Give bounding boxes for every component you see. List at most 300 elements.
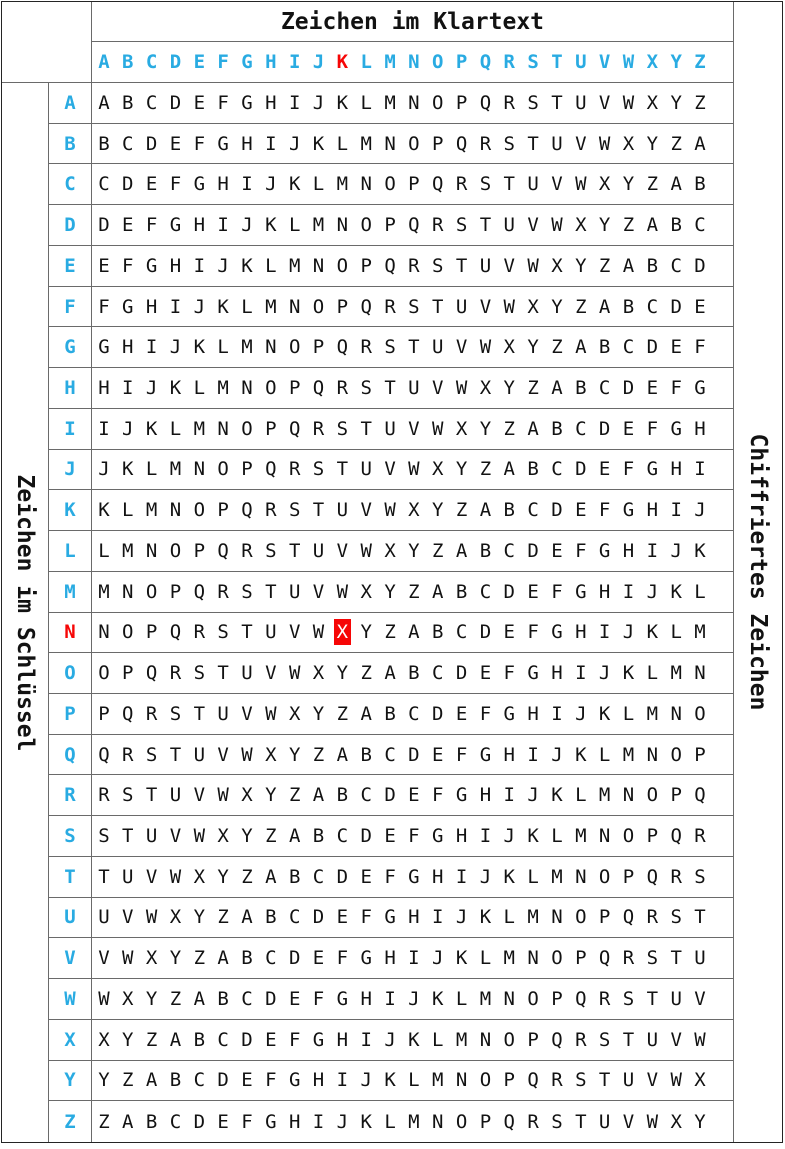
- grid-cell: G: [336, 987, 349, 1010]
- grid-cell: L: [241, 295, 253, 318]
- grid-cell: G: [193, 173, 206, 196]
- grid-cell: P: [455, 91, 468, 114]
- grid-cell: H: [360, 987, 372, 1010]
- grid-cell: B: [575, 376, 587, 399]
- grid-cell: B: [241, 947, 253, 970]
- grid-cell: D: [622, 376, 635, 399]
- grid-cell: E: [551, 539, 563, 562]
- key-letter-O: O: [49, 653, 92, 694]
- grid-cell: F: [455, 743, 468, 766]
- grid-cell: V: [288, 621, 301, 644]
- grid-cell: A: [408, 621, 420, 644]
- grid-cell: H: [193, 214, 206, 237]
- grid-cell: D: [169, 91, 182, 114]
- grid-cell: P: [98, 702, 110, 725]
- grid-cell: N: [288, 295, 301, 318]
- grid-cell: C: [217, 1028, 229, 1051]
- grid-cell: Q: [527, 1069, 539, 1092]
- grid-cell: I: [312, 1110, 325, 1133]
- cipher-axis-label-text: Chiffriertes Zeichen: [745, 433, 771, 711]
- grid-cell: S: [527, 91, 539, 114]
- grid-cell: Q: [384, 254, 396, 277]
- grid-cell: P: [646, 825, 659, 847]
- grid-cell: A: [312, 784, 325, 807]
- grid-cell: T: [265, 580, 277, 603]
- grid-cell: H: [622, 539, 635, 562]
- grid-cell: Y: [646, 132, 659, 155]
- plaintext-letter-K: K: [336, 51, 349, 73]
- cipher-row-A: [92, 83, 734, 124]
- grid-cell: P: [503, 1069, 515, 1092]
- grid-cell: B: [336, 784, 349, 807]
- grid-cell: M: [455, 1028, 468, 1051]
- grid-cell: C: [479, 580, 492, 603]
- grid-cell: S: [622, 987, 635, 1010]
- grid-cell: V: [479, 295, 492, 318]
- grid-cell: M: [122, 539, 134, 562]
- grid-cell: G: [694, 376, 706, 399]
- grid-cell: N: [193, 458, 206, 481]
- grid-cell: G: [288, 1069, 301, 1092]
- grid-cell: S: [193, 662, 206, 685]
- grid-cell: T: [527, 132, 539, 155]
- grid-cell: L: [455, 987, 468, 1010]
- grid-cell: V: [455, 336, 468, 359]
- cipher-row-U: [92, 898, 734, 939]
- grid-cell: X: [670, 1110, 682, 1133]
- grid-cell: G: [670, 417, 682, 440]
- grid-cell: B: [265, 906, 277, 929]
- grid-cell: S: [241, 580, 253, 603]
- plaintext-letter-E: E: [193, 51, 206, 73]
- grid-cell: N: [527, 947, 539, 970]
- grid-cell: C: [455, 621, 468, 644]
- grid-cell: Q: [622, 906, 635, 929]
- grid-cell: H: [432, 865, 444, 888]
- grid-cell: K: [432, 987, 444, 1010]
- grid-cell: J: [384, 1028, 396, 1051]
- grid-cell: Y: [551, 295, 563, 318]
- grid-cell: F: [169, 173, 182, 196]
- grid-cell: F: [646, 417, 659, 440]
- grid-cell: D: [479, 621, 492, 644]
- grid-cell: S: [122, 784, 134, 807]
- grid-cell: I: [503, 784, 515, 807]
- grid-cell: M: [336, 173, 349, 196]
- grid-cell: N: [98, 621, 110, 644]
- grid-cell: O: [265, 376, 277, 399]
- grid-cell: A: [169, 1028, 182, 1051]
- grid-cell: Z: [694, 91, 706, 114]
- grid-cell: Y: [622, 173, 635, 196]
- grid-cell: F: [122, 254, 134, 277]
- grid-cell: Z: [646, 173, 659, 196]
- cipher-row-B: [92, 124, 734, 165]
- grid-cell: O: [503, 1028, 515, 1051]
- grid-cell: C: [98, 173, 110, 196]
- grid-cell: J: [670, 539, 682, 562]
- grid-cell: B: [503, 499, 515, 522]
- grid-cell: C: [384, 743, 396, 766]
- grid-cell: X: [360, 580, 372, 603]
- grid-cell: J: [98, 458, 110, 481]
- grid-cell: U: [694, 947, 706, 970]
- grid-cell: L: [312, 173, 325, 196]
- grid-cell: C: [336, 825, 349, 847]
- grid-cell: P: [670, 784, 682, 807]
- grid-cell: O: [575, 906, 587, 929]
- grid-cell: F: [360, 906, 372, 929]
- grid-cell: Q: [288, 417, 301, 440]
- grid-cell: K: [646, 621, 659, 644]
- grid-cell: Y: [360, 621, 372, 644]
- grid-cell: E: [455, 702, 468, 725]
- grid-cell: S: [217, 621, 229, 644]
- grid-cell: V: [98, 947, 110, 970]
- grid-cell: D: [98, 214, 110, 237]
- grid-cell: U: [360, 458, 372, 481]
- plaintext-letter-Q: Q: [479, 51, 492, 73]
- grid-cell: J: [145, 376, 158, 399]
- grid-cell: A: [479, 499, 492, 522]
- grid-cell: X: [122, 987, 134, 1010]
- grid-cell: Q: [360, 295, 372, 318]
- grid-cell: S: [670, 906, 682, 929]
- grid-cell: B: [622, 295, 635, 318]
- grid-cell: U: [122, 865, 134, 888]
- grid-cell: V: [360, 499, 372, 522]
- grid-cell: Y: [122, 1028, 134, 1051]
- grid-cell: N: [241, 376, 253, 399]
- grid-cell: B: [551, 417, 563, 440]
- grid-cell: A: [551, 376, 563, 399]
- grid-cell: P: [288, 376, 301, 399]
- grid-cell: Y: [193, 906, 206, 929]
- grid-cell: Q: [670, 825, 682, 847]
- grid-cell: L: [694, 580, 706, 603]
- grid-cell: M: [527, 906, 539, 929]
- cipher-row-V: [92, 938, 734, 979]
- plaintext-letter-F: F: [217, 51, 229, 73]
- grid-cell: E: [622, 417, 635, 440]
- grid-cell: Z: [145, 1028, 158, 1051]
- grid-cell: N: [217, 417, 229, 440]
- grid-cell: I: [527, 743, 539, 766]
- grid-cell: D: [336, 865, 349, 888]
- plaintext-letter-M: M: [384, 51, 396, 73]
- grid-cell: C: [575, 417, 587, 440]
- grid-cell: C: [694, 214, 706, 237]
- grid-cell: Q: [694, 784, 706, 807]
- grid-cell: K: [408, 1028, 420, 1051]
- grid-cell: F: [551, 580, 563, 603]
- key-letter-M: M: [49, 572, 92, 613]
- grid-cell: U: [598, 1110, 611, 1133]
- grid-cell: V: [408, 417, 420, 440]
- grid-cell: G: [145, 254, 158, 277]
- grid-cell: A: [360, 702, 372, 725]
- grid-cell: K: [527, 825, 539, 847]
- grid-cell: M: [622, 743, 635, 766]
- grid-cell: E: [98, 254, 110, 277]
- grid-cell: U: [551, 132, 563, 155]
- grid-cell: T: [312, 499, 325, 522]
- grid-cell: Z: [551, 336, 563, 359]
- grid-cell: C: [145, 91, 158, 114]
- grid-cell: M: [670, 662, 682, 685]
- grid-cell: I: [169, 295, 182, 318]
- grid-cell: P: [241, 458, 253, 481]
- grid-cell: F: [527, 621, 539, 644]
- grid-cell: L: [622, 702, 635, 725]
- key-letter-Y: Y: [49, 1061, 92, 1102]
- grid-cell: Z: [98, 1110, 110, 1133]
- grid-cell: D: [312, 906, 325, 929]
- grid-cell: R: [575, 1028, 587, 1051]
- grid-cell: H: [646, 499, 659, 522]
- grid-cell: L: [336, 132, 349, 155]
- grid-cell: W: [503, 295, 515, 318]
- grid-cell: Z: [265, 825, 277, 847]
- grid-cell: N: [336, 214, 349, 237]
- grid-cell: R: [241, 539, 253, 562]
- grid-cell: O: [622, 825, 635, 847]
- grid-cell: X: [527, 295, 539, 318]
- grid-cell: W: [479, 336, 492, 359]
- grid-cell: J: [479, 865, 492, 888]
- grid-cell: X: [646, 91, 659, 114]
- grid-cell: L: [670, 621, 682, 644]
- grid-cell: J: [503, 825, 515, 847]
- grid-cell: O: [670, 743, 682, 766]
- grid-cell: Z: [193, 947, 206, 970]
- grid-cell: A: [455, 539, 468, 562]
- grid-cell: D: [646, 336, 659, 359]
- grid-cell: U: [288, 580, 301, 603]
- plaintext-letter-L: L: [360, 51, 372, 73]
- cipher-row-M: [92, 572, 734, 613]
- grid-cell: L: [527, 865, 539, 888]
- grid-cell: M: [312, 214, 325, 237]
- grid-cell: R: [98, 784, 110, 807]
- grid-cell: A: [288, 825, 301, 847]
- plaintext-letter-C: C: [145, 51, 158, 73]
- grid-cell: S: [98, 825, 110, 847]
- grid-cell: M: [241, 336, 253, 359]
- grid-cell: H: [217, 173, 229, 196]
- key-letter-D: D: [49, 205, 92, 246]
- grid-cell: V: [145, 865, 158, 888]
- grid-cell: E: [598, 458, 611, 481]
- grid-cell: D: [503, 580, 515, 603]
- grid-cell: N: [598, 825, 611, 847]
- grid-cell: R: [193, 621, 206, 644]
- grid-cell: M: [598, 784, 611, 807]
- grid-cell: X: [598, 173, 611, 196]
- grid-cell: O: [384, 173, 396, 196]
- cipher-row-W: [92, 979, 734, 1020]
- grid-cell: V: [241, 702, 253, 725]
- grid-cell: W: [288, 662, 301, 685]
- grid-cell: B: [598, 336, 611, 359]
- grid-cell: X: [265, 743, 277, 766]
- grid-cell: P: [694, 743, 706, 766]
- grid-cell: R: [336, 376, 349, 399]
- grid-cell: V: [193, 784, 206, 807]
- plaintext-letter-J: J: [312, 51, 325, 73]
- grid-cell: M: [408, 1110, 420, 1133]
- grid-cell: H: [241, 132, 253, 155]
- grid-cell: W: [455, 376, 468, 399]
- grid-cell: W: [336, 580, 349, 603]
- grid-cell: V: [432, 376, 444, 399]
- grid-cell: J: [598, 662, 611, 685]
- grid-cell: P: [145, 621, 158, 644]
- grid-cell: L: [384, 1110, 396, 1133]
- grid-cell: I: [670, 499, 682, 522]
- grid-cell: Q: [98, 743, 110, 766]
- grid-cell: P: [479, 1110, 492, 1133]
- grid-cell: S: [694, 865, 706, 888]
- grid-cell: K: [551, 784, 563, 807]
- grid-cell: B: [288, 865, 301, 888]
- grid-cell: W: [694, 1028, 706, 1051]
- grid-cell: C: [288, 906, 301, 929]
- grid-cell: D: [360, 825, 372, 847]
- grid-cell: L: [217, 336, 229, 359]
- grid-cell: X: [551, 254, 563, 277]
- grid-cell: B: [217, 987, 229, 1010]
- grid-cell: B: [312, 825, 325, 847]
- cipher-row-D: [92, 205, 734, 246]
- grid-cell: T: [622, 1028, 635, 1051]
- grid-cell: L: [503, 906, 515, 929]
- grid-cell: X: [145, 947, 158, 970]
- grid-cell: Z: [312, 743, 325, 766]
- grid-cell: F: [312, 987, 325, 1010]
- grid-cell: S: [312, 458, 325, 481]
- cipher-row-S: [92, 816, 734, 857]
- grid-cell: D: [122, 173, 134, 196]
- grid-cell: M: [265, 295, 277, 318]
- grid-cell: V: [265, 662, 277, 685]
- grid-cell: F: [241, 1110, 253, 1133]
- grid-cell: G: [169, 214, 182, 237]
- grid-cell: W: [169, 865, 182, 888]
- grid-cell: E: [384, 825, 396, 847]
- grid-cell: P: [432, 132, 444, 155]
- grid-cell: M: [575, 825, 587, 847]
- grid-cell: T: [360, 417, 372, 440]
- grid-cell: X: [455, 417, 468, 440]
- grid-cell: D: [575, 458, 587, 481]
- grid-cell: A: [670, 173, 682, 196]
- grid-cell: Z: [598, 254, 611, 277]
- grid-cell: D: [670, 295, 682, 318]
- grid-cell: S: [360, 376, 372, 399]
- grid-cell: H: [312, 1069, 325, 1092]
- grid-cell: I: [288, 91, 301, 114]
- grid-cell: A: [241, 906, 253, 929]
- grid-cell: M: [288, 254, 301, 277]
- grid-cell: Y: [575, 254, 587, 277]
- grid-cell: F: [622, 458, 635, 481]
- grid-cell: X: [193, 865, 206, 888]
- grid-cell: F: [694, 336, 706, 359]
- grid-cell: M: [145, 499, 158, 522]
- grid-cell: K: [575, 743, 587, 766]
- grid-cell: L: [265, 254, 277, 277]
- grid-cell: G: [503, 702, 515, 725]
- grid-cell: Y: [455, 458, 468, 481]
- grid-cell: P: [169, 580, 182, 603]
- grid-cell: W: [360, 539, 372, 562]
- grid-cell: S: [336, 417, 349, 440]
- grid-cell: R: [288, 458, 301, 481]
- plaintext-letter-W: W: [622, 51, 635, 73]
- grid-cell: T: [432, 295, 444, 318]
- grid-cell: T: [241, 621, 253, 644]
- grid-cell: S: [575, 1069, 587, 1092]
- grid-cell: K: [145, 417, 158, 440]
- grid-cell: D: [193, 1110, 206, 1133]
- grid-cell: L: [575, 784, 587, 807]
- grid-cell: D: [217, 1069, 229, 1092]
- grid-cell: N: [384, 132, 396, 155]
- cipher-row-K: [92, 490, 734, 531]
- grid-cell: B: [360, 743, 372, 766]
- grid-cell: H: [479, 784, 492, 807]
- grid-cell: X: [312, 662, 325, 685]
- key-letter-T: T: [49, 857, 92, 898]
- grid-cell: Z: [575, 295, 587, 318]
- grid-cell: S: [265, 539, 277, 562]
- grid-cell: C: [646, 295, 659, 318]
- grid-cell: X: [479, 376, 492, 399]
- grid-cell: I: [694, 458, 706, 481]
- grid-cell: Y: [288, 743, 301, 766]
- grid-cell: X: [241, 784, 253, 807]
- grid-cell: T: [551, 91, 563, 114]
- plaintext-letter-H: H: [265, 51, 277, 73]
- grid-cell: A: [122, 1110, 134, 1133]
- grid-cell: Q: [312, 376, 325, 399]
- grid-cell: Y: [527, 336, 539, 359]
- grid-cell: H: [408, 906, 420, 929]
- key-letter-H: H: [49, 368, 92, 409]
- grid-cell: C: [265, 947, 277, 970]
- grid-cell: Q: [432, 173, 444, 196]
- cipher-row-J: [92, 450, 734, 491]
- grid-cell: P: [360, 254, 372, 277]
- grid-cell: U: [312, 539, 325, 562]
- grid-cell: L: [193, 376, 206, 399]
- grid-cell: W: [217, 784, 229, 807]
- grid-cell: W: [193, 825, 206, 847]
- key-letter-A: A: [49, 83, 92, 124]
- grid-cell: F: [384, 865, 396, 888]
- grid-cell: J: [527, 784, 539, 807]
- grid-cell: R: [360, 336, 372, 359]
- grid-cell: A: [145, 1069, 158, 1092]
- grid-cell: L: [646, 662, 659, 685]
- grid-cell: R: [551, 1069, 563, 1092]
- grid-cell: Y: [384, 580, 396, 603]
- grid-cell: E: [193, 91, 206, 114]
- grid-cell: G: [622, 499, 635, 522]
- grid-cell: J: [432, 947, 444, 970]
- cipher-row-Y: [92, 1061, 734, 1102]
